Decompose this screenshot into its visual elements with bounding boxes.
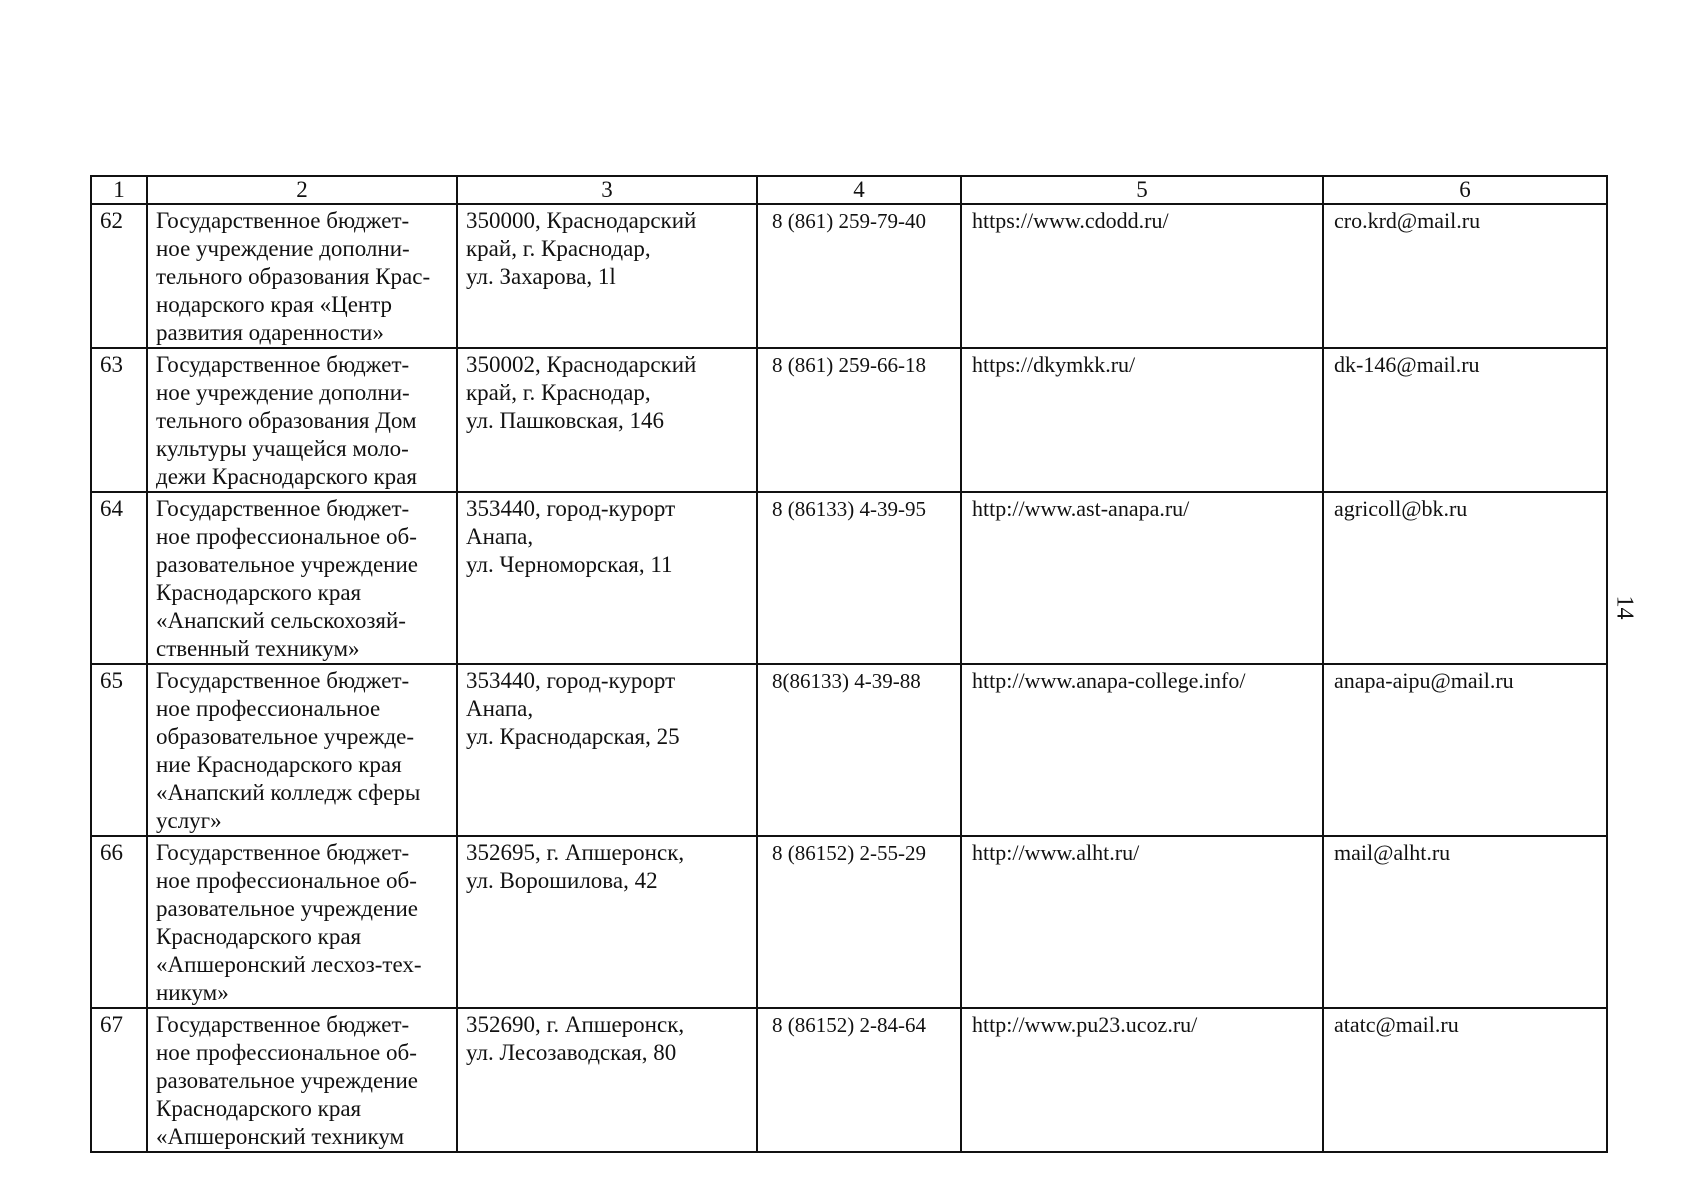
address-line: 353440, город-курорт xyxy=(466,668,676,693)
row-number: 65 xyxy=(91,664,147,836)
page-number: 14 xyxy=(1611,595,1638,620)
table-row xyxy=(91,664,1607,836)
table-row xyxy=(91,348,1607,492)
organization-name-line: Государственное бюджет- xyxy=(156,496,410,521)
organization-name-line: Государственное бюджет- xyxy=(156,1012,410,1037)
email-address: dk-146@mail.ru xyxy=(1323,348,1607,492)
address-line: край, г. Краснодар, xyxy=(466,380,651,405)
phone-number: 8 (86152) 2-84-64 xyxy=(757,1008,961,1152)
column-number: 3 xyxy=(457,176,757,204)
organization-name-line: никум» xyxy=(156,980,229,1005)
address-line: ул. Лесозаводская, 80 xyxy=(466,1040,677,1065)
address-line: 350000, Краснодарский xyxy=(466,208,697,233)
row-number: 64 xyxy=(91,492,147,664)
website-url: http://www.alht.ru/ xyxy=(961,836,1323,1008)
phone-number: 8 (86133) 4-39-95 xyxy=(757,492,961,664)
organization-name-line: нодарского края «Центр xyxy=(156,292,393,317)
column-number: 6 xyxy=(1323,176,1607,204)
organization-name xyxy=(147,664,457,836)
organization-name-line: тельного образования Крас- xyxy=(156,264,431,289)
organization-name-line: Государственное бюджет- xyxy=(156,208,410,233)
address-line: ул. Пашковская, 146 xyxy=(466,408,665,433)
address-line: ул. Краснодарская, 25 xyxy=(466,724,680,749)
phone-number: 8(86133) 4-39-88 xyxy=(757,664,961,836)
column-number: 2 xyxy=(147,176,457,204)
organization-name-line: ное учреждение дополни- xyxy=(156,380,410,405)
website-url: https://www.cdodd.ru/ xyxy=(961,204,1323,348)
organization-name-line: Краснодарского края xyxy=(156,924,362,949)
organization-name-line: Государственное бюджет- xyxy=(156,352,410,377)
organization-address xyxy=(457,1008,757,1152)
organization-name-line: разовательное учреждение xyxy=(156,1068,419,1093)
organization-name-line: дежи Краснодарского края xyxy=(156,464,417,489)
column-number-row xyxy=(91,176,1607,204)
organization-name xyxy=(147,348,457,492)
website-url: http://www.pu23.ucoz.ru/ xyxy=(961,1008,1323,1152)
organization-name-line: развития одаренности» xyxy=(156,320,384,345)
row-number: 67 xyxy=(91,1008,147,1152)
organization-name-line: «Анапский колледж сферы xyxy=(156,780,421,805)
address-line: 352690, г. Апшеронск, xyxy=(466,1012,685,1037)
email-address: agricoll@bk.ru xyxy=(1323,492,1607,664)
organizations-table xyxy=(90,175,1608,1153)
organization-address xyxy=(457,664,757,836)
address-line: Анапа, xyxy=(466,696,534,721)
address-line: 352695, г. Апшеронск, xyxy=(466,840,685,865)
organization-name-line: тельного образования Дом xyxy=(156,408,417,433)
organization-name-line: культуры учащейся моло- xyxy=(156,436,409,461)
organization-name-line: «Анапский сельскохозяй- xyxy=(156,608,406,633)
table-row xyxy=(91,836,1607,1008)
organization-address xyxy=(457,836,757,1008)
website-url: https://dkymkk.ru/ xyxy=(961,348,1323,492)
organization-name xyxy=(147,836,457,1008)
column-number: 5 xyxy=(961,176,1323,204)
organization-name xyxy=(147,204,457,348)
column-number: 1 xyxy=(91,176,147,204)
website-url: http://www.ast-anapa.ru/ xyxy=(961,492,1323,664)
organization-name-line: ственный техникум» xyxy=(156,636,360,661)
address-line: край, г. Краснодар, xyxy=(466,236,651,261)
organization-name-line: ное профессиональное xyxy=(156,696,381,721)
organization-address xyxy=(457,492,757,664)
organization-address xyxy=(457,348,757,492)
row-number: 63 xyxy=(91,348,147,492)
row-number: 62 xyxy=(91,204,147,348)
address-line: ул. Захарова, 1l xyxy=(466,264,616,289)
organization-name-line: Государственное бюджет- xyxy=(156,668,410,693)
table-row xyxy=(91,1008,1607,1152)
table-row xyxy=(91,204,1607,348)
organization-address xyxy=(457,204,757,348)
organization-name xyxy=(147,492,457,664)
organization-name-line: «Апшеронский лесхоз-тех- xyxy=(156,952,422,977)
address-line: Анапа, xyxy=(466,524,534,549)
organization-name-line: разовательное учреждение xyxy=(156,552,419,577)
organization-name-line: услуг» xyxy=(156,808,222,833)
email-address: anapa-aipu@mail.ru xyxy=(1323,664,1607,836)
website-url: http://www.anapa-college.info/ xyxy=(961,664,1323,836)
table-row xyxy=(91,492,1607,664)
organization-name-line: Государственное бюджет- xyxy=(156,840,410,865)
organization-name-line: Краснодарского края xyxy=(156,580,362,605)
address-line: 353440, город-курорт xyxy=(466,496,676,521)
organization-name-line: ное профессиональное об- xyxy=(156,1040,417,1065)
address-line: ул. Ворошилова, 42 xyxy=(466,868,658,893)
organization-name-line: образовательное учрежде- xyxy=(156,724,415,749)
column-number: 4 xyxy=(757,176,961,204)
row-number: 66 xyxy=(91,836,147,1008)
address-line: 350002, Краснодарский xyxy=(466,352,697,377)
organization-name-line: ное профессиональное об- xyxy=(156,868,417,893)
organization-name-line: ное профессиональное об- xyxy=(156,524,417,549)
phone-number: 8 (861) 259-79-40 xyxy=(757,204,961,348)
organization-name-line: ное учреждение дополни- xyxy=(156,236,410,261)
organization-name-line: Краснодарского края xyxy=(156,1096,362,1121)
organization-name xyxy=(147,1008,457,1152)
organization-name-line: ние Краснодарского края xyxy=(156,752,402,777)
phone-number: 8 (861) 259-66-18 xyxy=(757,348,961,492)
email-address: cro.krd@mail.ru xyxy=(1323,204,1607,348)
email-address: mail@alht.ru xyxy=(1323,836,1607,1008)
email-address: atatc@mail.ru xyxy=(1323,1008,1607,1152)
address-line: ул. Черноморская, 11 xyxy=(466,552,673,577)
organization-name-line: «Апшеронский техникум xyxy=(156,1124,405,1149)
phone-number: 8 (86152) 2-55-29 xyxy=(757,836,961,1008)
organization-name-line: разовательное учреждение xyxy=(156,896,419,921)
